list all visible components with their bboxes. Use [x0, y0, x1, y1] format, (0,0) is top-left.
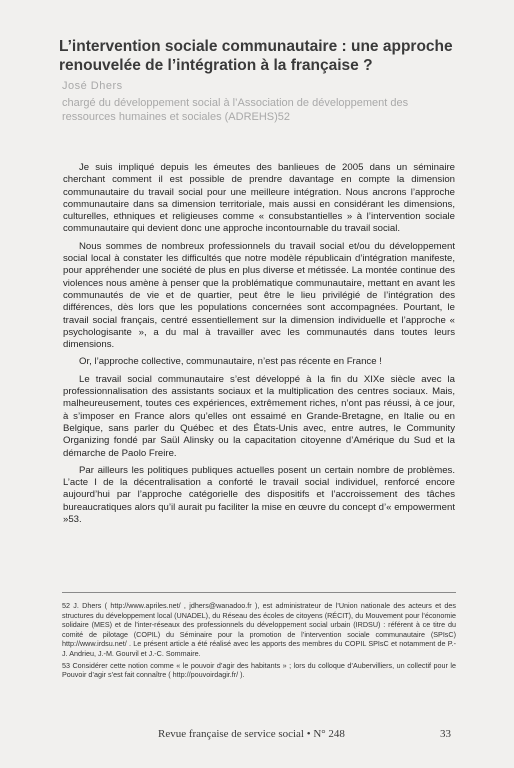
- paragraph: Le travail social communautaire s’est développé à la fin du XIXe siècle avec la professionnalisation des assistants sociaux et la multiplication des centres sociaux. Mais, malheureusement, toutes ces expériences, extrêmement riches, n’ont pas réussi, à ce jour, à s’imposer en France alors qu’elles ont essaimé en Grande-Bretagne, en Italie ou en Belgique, sans parler du Québec et des États-Unis avec, entre autres, le Community Organizing fondé par Saül Alinsky ou la capacitation citoyenne d’Amérique du Sud et la démarche de Paolo Freire.: [63, 373, 455, 459]
- paragraph: Nous sommes de nombreux professionnels du travail social et/ou du développement social local à constater les difficultés que notre modèle républicain d’intégration manifeste, pour appréhender une société de plus en plus diverse et métissée. La montée continue des violences nous amène à penser que la problématique communautaire, mettant en avant les communautés de vie et de quartier, peut être le lieu privilégié de l’intégration des différences, dès lors que les populations concernées sont accompagnées. Pourtant, le travail social français, centré essentiellement sur la dimension individuelle et l’approche « psychologisante », a du mal à travailler avec les communautés dans toutes leurs dimensions.: [63, 240, 455, 351]
- paragraph: Par ailleurs les politiques publiques actuelles posent un certain nombre de problèmes. L’acte I de la décentralisation a conforté le travail social individuel, renforcé encore aujourd’hui par l’approche catégorielle des dispositifs et l’accroissement des tâches bureaucratiques alors qu’il aurait pu faciliter la mise en œuvre du concept d’« empowerment »53.: [63, 464, 455, 526]
- paragraph: Je suis impliqué depuis les émeutes des banlieues de 2005 dans un séminaire cherchant comment il est possible de prendre davantage en compte la dimension communautaire du travail social pour une meilleure intégration. Nous ancrons l’approche communautaire dans sa dimension territoriale, mais aussi en considérant les dimensions, culturelles, ethniques et religieuses comme « consubstantielles » à l’intervention sociale communautaire qui devient donc une approche incontournable du travail social.: [63, 162, 455, 235]
- article-title: L’intervention sociale communautaire : une approche renouvelée de l’intégration à la française ?: [59, 38, 453, 74]
- footnote: 52 J. Dhers ( http://www.apriles.net/ , jdhers@wanadoo.fr ), est administrateur de l’Union nationale des acteurs et des structures du développement local (UNADEL), du Réseau des écoles de citoyens (RÉCIT), du Mouvement pour l’économie solidaire (MES) et de l’inter-réseaux des professionnels du développement social urbain (IRDSU) : référent à ce titre du comité de pilotage (COPIL) du Séminaire pour la promotion de l’intervention sociale communautaire (SPIsC) http://www.irdsu.net/ . Le présent article a été réalisé avec les apports des membres du COPIL SPIsC et notamment de P.-J. Andrieu, J.-M. Gourvil et J.-C. Sommaire.: [62, 601, 456, 658]
- footnote: 53 Considérer cette notion comme « le pouvoir d’agir des habitants » ; lors du colloque d’Aubervilliers, un collectif pour le Pouvoir d’agir s’est fait connaître ( http://pouvoirdagir.fr/ ).: [62, 660, 456, 680]
- author-name: José Dhers: [62, 80, 123, 92]
- page-number: 33: [440, 728, 451, 740]
- paragraph: Or, l’approche collective, communautaire, n’est pas récente en France !: [79, 356, 382, 368]
- journal-footer: Revue française de service social • N° 248: [158, 728, 345, 740]
- footnotes: [62, 601, 456, 682]
- author-affiliation: chargé du développement social à l’Association de développement des ressources humaines et sociales (ADREHS)52: [62, 97, 409, 123]
- footnote-divider: [62, 592, 456, 593]
- article-body: [63, 162, 455, 531]
